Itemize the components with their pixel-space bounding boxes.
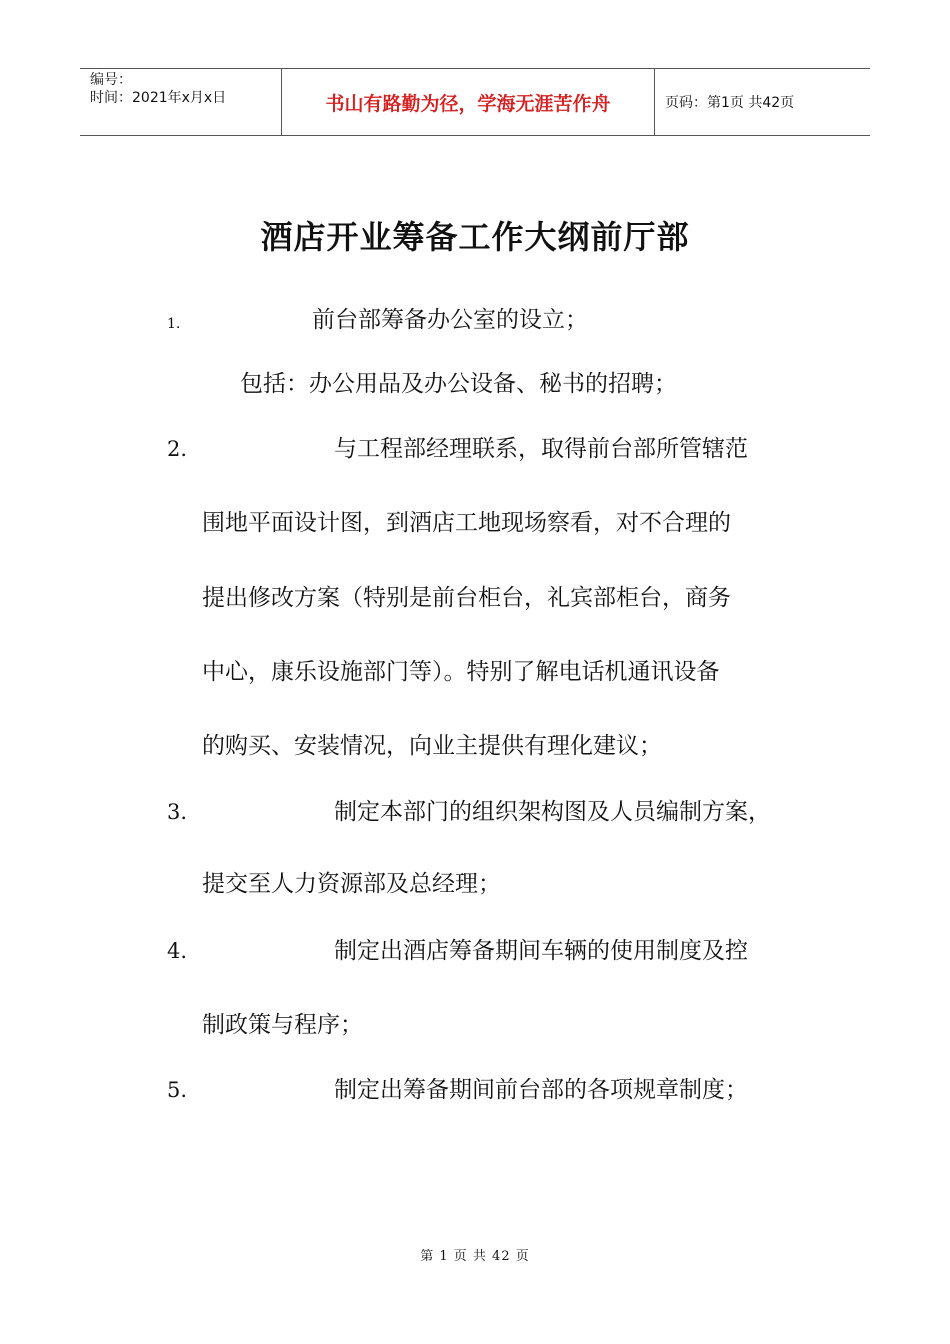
document-header [80,68,870,136]
item-line: 提交至人力资源部及总经理； [202,871,501,897]
item-line: 包括：办公用品及办公设备、秘书的招聘； [240,371,677,397]
item-number: 2. [167,437,188,461]
item-line: 制定出酒店筹备期间车辆的使用制度及控 [334,938,748,964]
item-line: 制定本部门的组织架构图及人员编制方案， [334,799,771,825]
item-line: 制政策与程序； [202,1012,363,1038]
item-line: 前台部筹备办公室的设立； [312,307,588,333]
item-line: 的购买、安装情况，向业主提供有理化建议； [202,733,662,759]
header-meta [80,69,282,135]
item-line: 围地平面设计图，到酒店工地现场察看，对不合理的 [202,510,731,536]
item-line: 提出修改方案（特别是前台柜台，礼宾部柜台，商务 [202,585,731,611]
item-line: 制定出筹备期间前台部的各项规章制度； [334,1077,748,1103]
item-line: 中心，康乐设施部门等）。特别了解电话机通讯设备 [202,659,720,685]
item-line: 与工程部经理联系，取得前台部所管辖范 [334,436,748,462]
header-page-info: 页码：第1页 共42页 [665,95,795,111]
item-number: 3. [167,800,188,824]
page-footer: 第 1 页 共 42 页 [420,1249,530,1264]
item-number: 4. [167,939,188,963]
document-number-label: 编号： [90,72,132,88]
item-number: 5. [167,1078,188,1102]
document-title: 酒店开业筹备工作大纲前厅部 [260,218,690,256]
document-time-label: 时间：2021年x月x日 [90,90,227,106]
header-motto: 书山有路勤为径，学海无涯苦作舟 [282,69,655,135]
item-number: 1. [167,316,181,332]
